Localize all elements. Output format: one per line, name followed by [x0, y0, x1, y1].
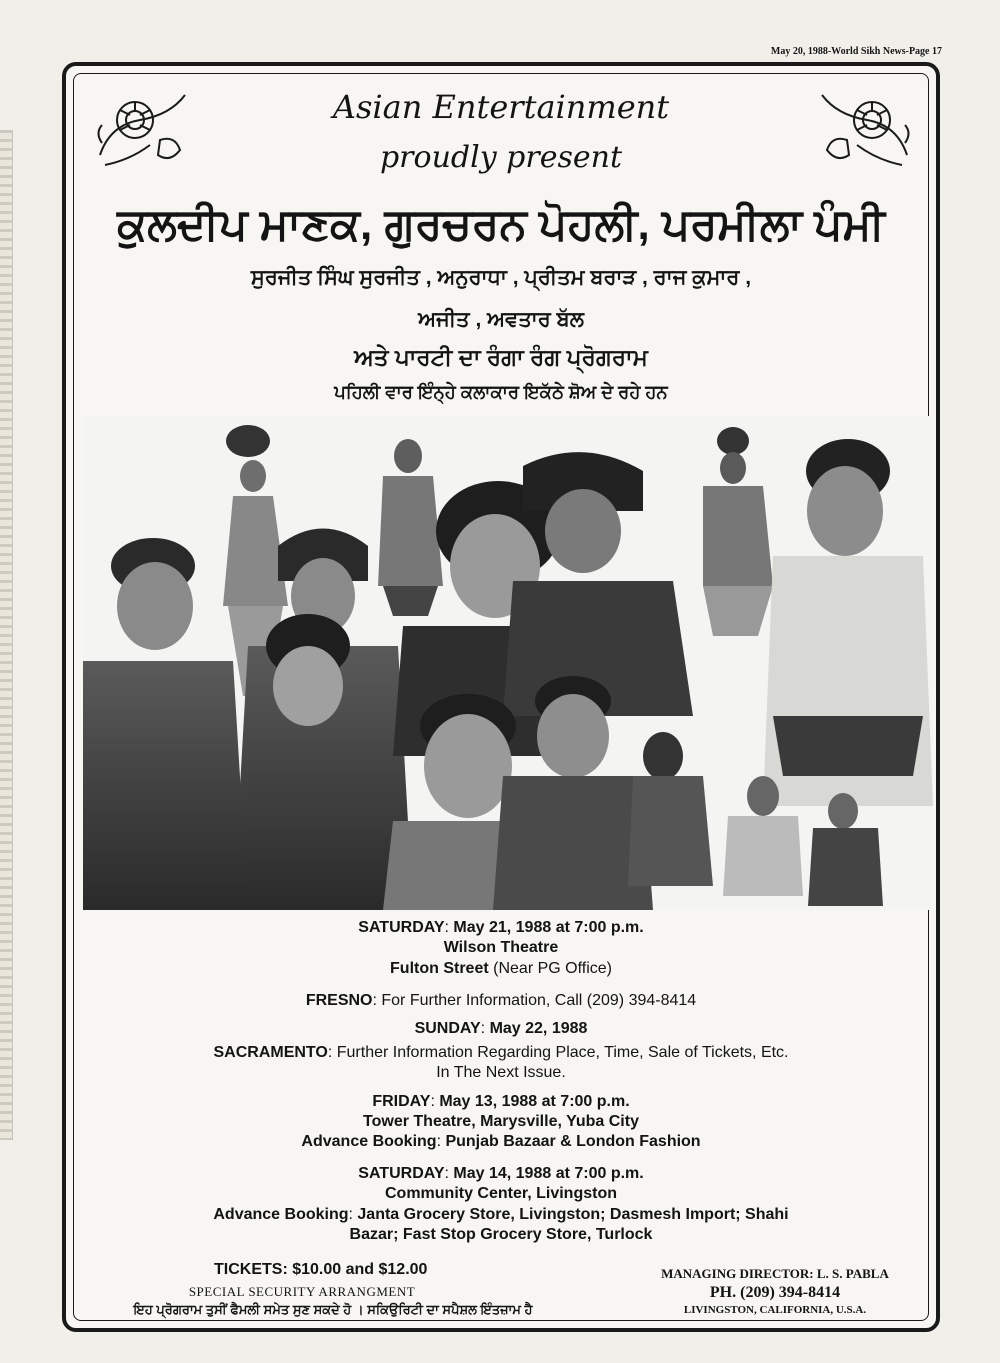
- event-fresno-street-line: [62, 959, 940, 979]
- event-yuba-booking-line: Advance Booking: Punjab Bazaar & London Fashion: [301, 1133, 701, 1150]
- event-date: May 13, 1988 at 7:00 p.m.: [439, 1093, 630, 1110]
- event-date: May 14, 1988 at 7:00 p.m.: [453, 1165, 644, 1182]
- director-location: LIVINGSTON, CALIFORNIA, U.S.A.: [683, 1304, 867, 1316]
- tickets-prices: $10.00 and $12.00: [292, 1261, 428, 1278]
- performers-photo-collage: [83, 416, 933, 910]
- security-note: SPECIAL SECURITY ARRANGMENT: [188, 1284, 416, 1299]
- director-block: [620, 1266, 930, 1316]
- event-info: Further Information Regarding Place, Time, Sale of Tickets, Etc.: [336, 1044, 789, 1061]
- event-sacramento-info-line: SACRAMENTO: Further Information Regarding Place, Time, Sale of Tickets, Etc.: [213, 1044, 789, 1061]
- director-phone: PH. (209) 394-8414: [709, 1284, 841, 1301]
- event-fresno-venue: Wilson Theatre: [443, 939, 559, 956]
- event-date: May 21, 1988 at 7:00 p.m.: [453, 919, 644, 936]
- event-city: SACRAMENTO: [213, 1044, 328, 1061]
- program-line-gurmukhi: ਅਤੇ ਪਾਰਟੀ ਦਾ ਰੰਗਾ ਰੰਗ ਪ੍ਰੋਗਰਾਮ: [354, 344, 648, 370]
- event-day: FRIDAY: [372, 1093, 431, 1110]
- event-livingston-date-line: SATURDAY: May 14, 1988 at 7:00 p.m.: [358, 1165, 644, 1182]
- event-date: May 22, 1988: [489, 1020, 588, 1037]
- event-street: Fulton Street: [390, 960, 489, 977]
- event-yuba-date-line: FRIDAY: May 13, 1988 at 7:00 p.m.: [372, 1093, 630, 1110]
- event-livingston-booking2: Bazar; Fast Stop Grocery Store, Turlock: [349, 1226, 653, 1243]
- tickets-label: TICKETS: [214, 1261, 283, 1278]
- artists-line2-gurmukhi: ਅਜੀਤ , ਅਵਤਾਰ ਬੱਲ: [418, 308, 584, 331]
- event-day: SATURDAY: [358, 919, 445, 936]
- tickets-line: TICKETS: $10.00 and $12.00: [214, 1261, 428, 1278]
- presents-subtitle: proudly present: [379, 140, 623, 175]
- artists-line-gurmukhi: ਸੁਰਜੀਤ ਸਿੰਘ ਸੁਰਜੀਤ , ਅਨੁਰਾਧਾ , ਪ੍ਰੀਤਮ ਬਰਾੜ , ਰਾਜ ਕੁਮਾਰ ,: [250, 266, 752, 289]
- event-yuba-venue: Tower Theatre, Marysville, Yuba City: [363, 1113, 639, 1130]
- event-livingston-booking-line: Advance Booking: Janta Grocery Store, Livingston; Dasmesh Import; Shahi: [213, 1206, 789, 1223]
- event-city: FRESNO: [305, 992, 373, 1009]
- event-day: SATURDAY: [358, 1165, 445, 1182]
- event-sacramento-date-line: SUNDAY: May 22, 1988: [414, 1020, 588, 1037]
- first-time-line-gurmukhi: ਪਹਿਲੀ ਵਾਰ ਇੰਨ੍ਹੇ ਕਲਾਕਾਰ ਇਕੱਠੇ ਸ਼ੋਅ ਦੇ ਰਹੇ ਹਨ: [334, 382, 668, 402]
- event-day: SUNDAY: [414, 1020, 481, 1037]
- security-note-gurmukhi: ਇਹ ਪ੍ਰੋਗਰਾਮ ਤੁਸੀਂ ਫੈਮਲੀ ਸਮੇਤ ਸੁਣ ਸਕਦੇ ਹੋ । ਸਕਿਉਰਿਟੀ ਦਾ ਸਪੈਸ਼ਲ ਇੰਤਜ਼ਾਮ ਹੈ: [133, 1302, 533, 1317]
- presenter-title: Asian Entertainment: [332, 88, 670, 126]
- booking-label: Advance Booking: [213, 1206, 349, 1223]
- booking-places: Punjab Bazaar & London Fashion: [445, 1133, 701, 1150]
- booking-places: Janta Grocery Store, Livingston; Dasmesh Import; Shahi: [357, 1206, 789, 1223]
- headliner-names-gurmukhi: ਕੁਲਦੀਪ ਮਾਣਕ, ਗੁਰਚਰਨ ਪੋਹਲੀ, ਪਰਮੀਲਾ ਪੰਮੀ: [117, 200, 885, 249]
- event-info: For Further Information, Call (209) 394-8414: [381, 992, 697, 1009]
- event-near: (Near PG Office): [493, 960, 612, 977]
- page-header: May 20, 1988-World Sikh News-Page 17: [770, 46, 942, 57]
- binding-edge: [0, 130, 13, 1140]
- director-name: MANAGING DIRECTOR: L. S. PABLA: [661, 1266, 889, 1281]
- booking-label: Advance Booking: [301, 1133, 437, 1150]
- event-livingston-venue: Community Center, Livingston: [384, 1185, 617, 1202]
- event-fresno-date-line: SATURDAY: May 21, 1988 at 7:00 p.m.: [358, 919, 644, 936]
- event-fresno-info-line: FRESNO: For Further Information, Call (209) 394-8414: [305, 992, 697, 1009]
- event-sacramento-info2: In The Next Issue.: [436, 1064, 566, 1081]
